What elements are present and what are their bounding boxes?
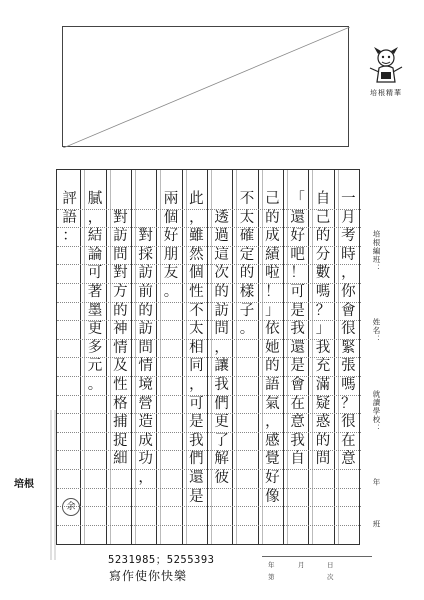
manuscript-char: 還 (290, 209, 305, 226)
date-rule (262, 556, 372, 557)
manuscript-char: 更 (214, 414, 229, 431)
manuscript-char: 更 (87, 321, 103, 338)
manuscript-char: 個 (189, 265, 204, 282)
comment-box-diagonal (63, 27, 350, 148)
manuscript-char: 問 (315, 451, 331, 468)
manuscript-column (215, 190, 229, 488)
manuscript-char: 好 (265, 469, 280, 486)
manuscript-char: 同 (189, 358, 204, 375)
manuscript-char: 神 (113, 321, 128, 338)
manuscript-char: 語 (265, 376, 280, 393)
manuscript-char: 很 (341, 321, 356, 338)
manuscript-char: 我 (189, 432, 204, 449)
manuscript-char: 的 (265, 209, 280, 226)
manuscript-char: ！ (290, 265, 305, 282)
grade-mark: 余 (62, 498, 80, 516)
manuscript-char: 的 (315, 432, 331, 449)
manuscript-char: 一 (341, 191, 356, 207)
manuscript-char: 張 (341, 358, 356, 375)
manuscript-char: 方 (113, 283, 128, 300)
manuscript-column (316, 190, 330, 469)
manuscript-char: 訪 (113, 228, 128, 245)
manuscript-char: 我 (290, 432, 305, 449)
manuscript-char: 評 (62, 191, 77, 207)
date-label-count: 次 (327, 573, 334, 581)
manuscript-char: 」 (265, 302, 280, 319)
manuscript-char: 朋 (163, 246, 179, 263)
manuscript-char: 是 (189, 414, 204, 431)
manuscript-char: 訪 (214, 302, 229, 319)
manuscript-char: 對 (138, 228, 153, 245)
manuscript-column (341, 190, 355, 469)
manuscript-char: 問 (214, 321, 229, 338)
manuscript-char: 了 (214, 432, 229, 449)
manuscript-char: 像 (265, 488, 280, 505)
manuscript-char: 績 (265, 246, 280, 263)
manuscript-char: 月 (341, 209, 356, 226)
manuscript-char: 「 (290, 191, 305, 207)
manuscript-char: 的 (315, 228, 331, 245)
manuscript-char: 會 (341, 302, 356, 319)
manuscript-char: 訪 (138, 265, 153, 282)
manuscript-column (113, 190, 127, 469)
manuscript-char: 嗎 (315, 283, 331, 300)
name-field-label: 姓名： (372, 318, 381, 344)
manuscript-char: 可 (189, 395, 204, 412)
manuscript-column (63, 190, 77, 246)
manuscript-char: 的 (113, 302, 128, 319)
manuscript-char: 問 (138, 339, 153, 356)
manuscript-char: ？ (341, 395, 356, 412)
manuscript-char: ， (189, 376, 204, 393)
manuscript-char: 的 (265, 358, 280, 375)
manuscript-char: 還 (189, 469, 204, 486)
manuscript-char: 前 (138, 283, 153, 300)
manuscript-char: 解 (214, 451, 229, 468)
manuscript-char: 結 (87, 228, 103, 245)
manuscript-char: 數 (315, 265, 331, 282)
manuscript-char: 們 (189, 451, 204, 468)
manuscript-char: 可 (290, 283, 305, 300)
manuscript-char: 捕 (113, 414, 128, 431)
grid-row-rule (57, 506, 361, 507)
manuscript-char: 這 (214, 246, 229, 263)
manuscript-char: 自 (315, 191, 331, 207)
manuscript-char: 境 (138, 376, 153, 393)
manuscript-char: 可 (87, 265, 103, 282)
manuscript-char: 是 (189, 488, 204, 505)
manuscript-char: 氣 (265, 395, 280, 412)
manuscript-column (88, 190, 102, 395)
manuscript-char: 格 (113, 395, 128, 412)
manuscript-char: 滿 (315, 376, 331, 393)
manuscript-char: 的 (239, 265, 255, 282)
manuscript-char: 意 (290, 414, 305, 431)
manuscript-column (164, 190, 178, 302)
manuscript-char: 。 (239, 321, 255, 338)
manuscript-char: 營 (138, 395, 153, 412)
manuscript-column (189, 190, 203, 506)
manuscript-char: 定 (239, 246, 255, 263)
grid-row-rule (57, 488, 361, 489)
manuscript-char: 惑 (315, 414, 331, 431)
manuscript-char: 透 (214, 209, 229, 226)
manuscript-char: 她 (265, 339, 280, 356)
manuscript-char: 性 (189, 283, 204, 300)
manuscript-char: 友 (163, 265, 179, 282)
manuscript-char: 疑 (315, 395, 331, 412)
manuscript-char: 細 (113, 451, 128, 468)
manuscript-char: 對 (113, 209, 128, 226)
manuscript-char: 情 (113, 339, 128, 356)
manuscript-char: 意 (341, 451, 356, 468)
manuscript-char: 在 (290, 395, 305, 412)
date-label-year: 年 (268, 561, 275, 569)
manuscript-char: 不 (239, 191, 255, 207)
writing-grid (56, 169, 360, 545)
manuscript-char: 自 (290, 451, 305, 468)
manuscript-char: 感 (265, 432, 280, 449)
manuscript-char: 依 (265, 321, 280, 338)
manuscript-char: 著 (87, 283, 103, 300)
slogan-text: 寫作使你快樂 (109, 569, 188, 583)
manuscript-column (139, 190, 153, 488)
manuscript-char: 是 (290, 358, 305, 375)
manuscript-char: 太 (189, 321, 204, 338)
manuscript-char: 兩 (163, 191, 179, 207)
manuscript-char: 分 (315, 246, 331, 263)
manuscript-char: 確 (239, 228, 255, 245)
manuscript-char: 然 (189, 246, 204, 263)
manuscript-char: 時 (341, 246, 356, 263)
manuscript-char: 。 (87, 376, 103, 393)
manuscript-char: 相 (189, 339, 204, 356)
manuscript-char: 墨 (87, 302, 103, 319)
manuscript-char: 多 (87, 339, 103, 356)
mascot-logo-icon (367, 44, 405, 84)
manuscript-char: 吧 (290, 246, 305, 263)
manuscript-char: 是 (290, 302, 305, 319)
manuscript-char: ， (341, 265, 356, 282)
manuscript-char: 次 (214, 265, 229, 282)
manuscript-char: 膩 (87, 191, 103, 207)
manuscript-char: 會 (290, 376, 305, 393)
manuscript-char: 功 (138, 451, 153, 468)
manuscript-char: 語 (62, 209, 77, 226)
date-label-day: 日 (327, 561, 334, 569)
manuscript-column (291, 190, 305, 469)
manuscript-char: 論 (87, 246, 103, 263)
manuscript-char: 彼 (214, 469, 229, 486)
manuscript-char: 我 (315, 339, 331, 356)
date-label-issue: 第 (268, 573, 275, 581)
manuscript-char: 考 (341, 228, 356, 245)
manuscript-char: ： (62, 228, 77, 245)
grade-field-label: 年 (372, 478, 381, 487)
manuscript-char: 你 (341, 283, 356, 300)
manuscript-char: 好 (163, 228, 179, 245)
margin-rule (48, 410, 58, 560)
teacher-comment-box (62, 26, 349, 147)
manuscript-char: 元 (87, 358, 103, 375)
contact-numbers: 5231985；5255393 (108, 554, 215, 566)
manuscript-char: 。 (163, 283, 179, 300)
grid-row-rule (57, 525, 361, 526)
logo-label: 培根精華 (370, 89, 402, 97)
class-field-label: 培根編班： (372, 230, 381, 273)
grid-row-rule (57, 469, 361, 470)
manuscript-char: 樣 (239, 283, 255, 300)
manuscript-char: 啦 (265, 265, 280, 282)
manuscript-char: 在 (341, 432, 356, 449)
manuscript-char: ， (138, 469, 153, 486)
manuscript-char: 的 (214, 283, 229, 300)
manuscript-char: 訪 (138, 321, 153, 338)
manuscript-char: 成 (265, 228, 280, 245)
manuscript-char: 好 (290, 228, 305, 245)
manuscript-char: ， (189, 209, 204, 226)
manuscript-char: 成 (138, 432, 153, 449)
manuscript-char: 及 (113, 358, 128, 375)
manuscript-char: 不 (189, 302, 204, 319)
manuscript-char: 覺 (265, 451, 280, 468)
manuscript-char: 還 (290, 339, 305, 356)
manuscript-char: 雖 (189, 228, 204, 245)
manuscript-char: 我 (290, 321, 305, 338)
manuscript-char: 很 (341, 414, 356, 431)
manuscript-column (265, 190, 279, 506)
manuscript-char: 嗎 (341, 376, 356, 393)
manuscript-char: 」 (315, 321, 331, 338)
manuscript-char: 過 (214, 228, 229, 245)
manuscript-char: ， (214, 339, 229, 356)
manuscript-char: 個 (163, 209, 179, 226)
manuscript-char: 緊 (341, 339, 356, 356)
manuscript-char: 太 (239, 209, 255, 226)
manuscript-char: ？ (315, 302, 331, 319)
manuscript-char: 對 (113, 265, 128, 282)
manuscript-char: 捉 (113, 432, 128, 449)
manuscript-char: 己 (265, 191, 280, 207)
manuscript-char: 情 (138, 358, 153, 375)
manuscript-char: 我 (214, 376, 229, 393)
manuscript-char: 採 (138, 246, 153, 263)
manuscript-char: 此 (189, 191, 204, 207)
manuscript-char: 性 (113, 376, 128, 393)
manuscript-char: 己 (315, 209, 331, 226)
manuscript-char: 的 (138, 302, 153, 319)
class-number-label: 班 (372, 520, 381, 529)
manuscript-char: 充 (315, 358, 331, 375)
manuscript-char: 們 (214, 395, 229, 412)
manuscript-column (240, 190, 254, 339)
manuscript-char: ， (265, 414, 280, 431)
school-field-label: 就讀學校： (372, 390, 381, 433)
manuscript-char: ！ (265, 283, 280, 300)
manuscript-char: 子 (239, 302, 255, 319)
manuscript-char: 讓 (214, 358, 229, 375)
manuscript-char: 問 (113, 246, 128, 263)
manuscript-char: 造 (138, 414, 153, 431)
manuscript-char: ， (87, 209, 103, 226)
brand-mark: 培根 (14, 479, 34, 490)
date-label-month: 月 (298, 561, 305, 569)
